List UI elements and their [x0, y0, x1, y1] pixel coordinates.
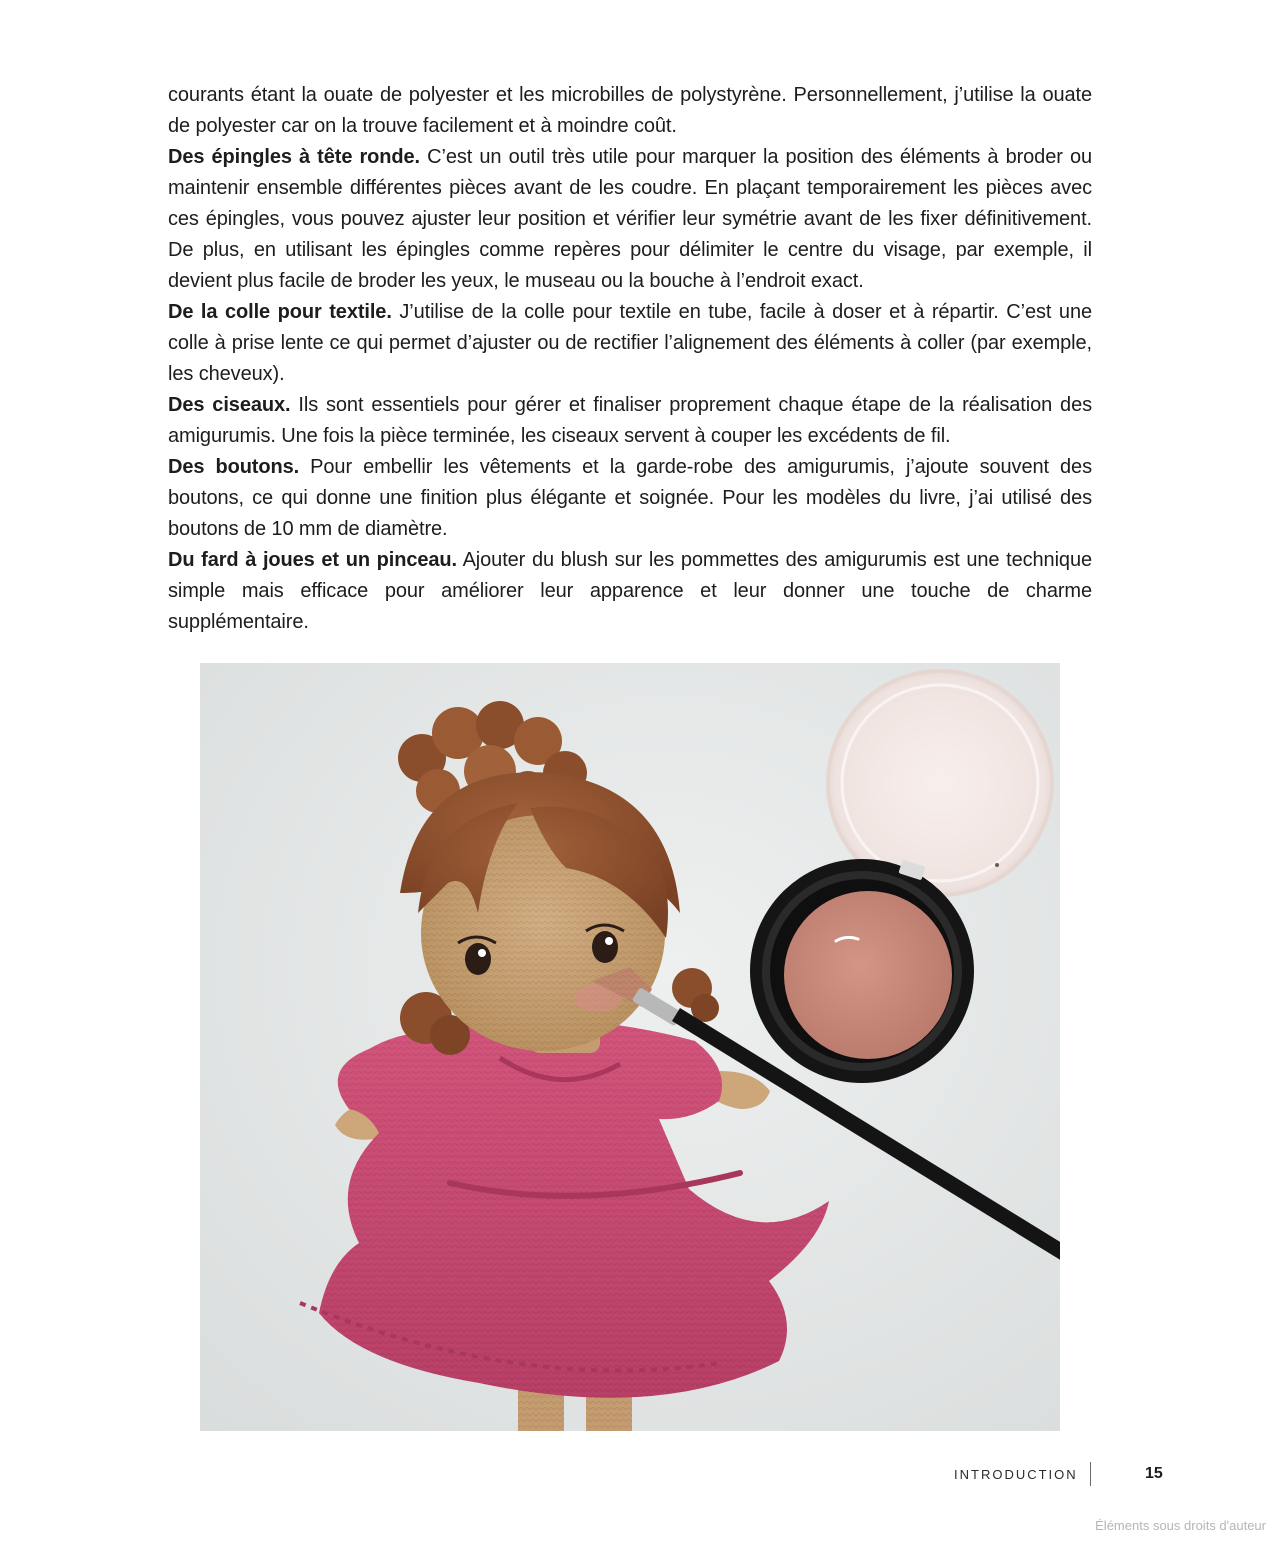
paragraph-term: Du fard à joues et un pinceau.: [168, 549, 457, 571]
paragraph-text: Ils sont essentiels pour gérer et finaliser proprement chaque étape de la réalisation des amigurumis. Une fois la pièce terminée, les ciseaux servent à couper les excédents de fil.: [168, 394, 1092, 447]
paragraph-term: Des ciseaux.: [168, 394, 291, 416]
footer-divider: [1090, 1462, 1091, 1486]
running-footer-section: INTRODUCTION: [954, 1467, 1078, 1482]
paragraph-pins: [168, 142, 1092, 297]
paragraph-text: C’est un outil très utile pour marquer la position des éléments à broder ou maintenir ensemble différentes pièces avant de les coudre. En plaçant temporairement les pièces avec ces épingles, vous pouvez ajuster leur position et vérifier leur symétrie avant de les fixer définitivement. De plus, en utilisant les épingles comme repères pour délimiter le centre du visage, par exemple, il devient plus facile de broder les yeux, le museau ou la bouche à l’endroit exact.: [168, 146, 1092, 292]
paragraph-term: Des épingles à tête ronde.: [168, 146, 421, 168]
page-number: 15: [1145, 1465, 1163, 1482]
paragraph-term: De la colle pour textile.: [168, 301, 392, 323]
paragraph-text: Pour embellir les vêtements et la garde-robe des amigurumis, j’ajoute souvent des boutons, ce qui donne une finition plus élégante et soignée. Pour les modèles du livre, j’ai utilisé des boutons de 10 mm de diamètre.: [168, 456, 1092, 540]
paragraph-text: courants étant la ouate de polyester et les microbilles de polystyrène. Personnellement, j’utilise la ouate de polyester car on la trouve facilement et à moindre coût.: [168, 84, 1092, 137]
body-text: [168, 80, 1092, 638]
paragraph-stuffing: [168, 80, 1092, 142]
paragraph-text: J’utilise de la colle pour textile en tube, facile à doser et à répartir. C’est une colle à prise lente ce qui permet d’ajuster ou de rectifier l’alignement des éléments à coller (par exemple, les cheveux).: [168, 301, 1092, 385]
paragraph-glue: [168, 297, 1092, 390]
paragraph-scissors: [168, 390, 1092, 452]
photo-illustration: [200, 663, 1060, 1431]
paragraph-text: Ajouter du blush sur les pommettes des amigurumis est une technique simple mais efficace pour améliorer leur apparence et leur donner une touche de charme supplémentaire.: [168, 549, 1092, 633]
photo-doll-blush: [200, 663, 1060, 1431]
paragraph-blush: [168, 545, 1092, 638]
paragraph-buttons: [168, 452, 1092, 545]
copyright-watermark: Éléments sous droits d'auteur: [1095, 1518, 1266, 1533]
paragraph-term: Des boutons.: [168, 456, 300, 478]
blush-compact: [750, 859, 974, 1083]
